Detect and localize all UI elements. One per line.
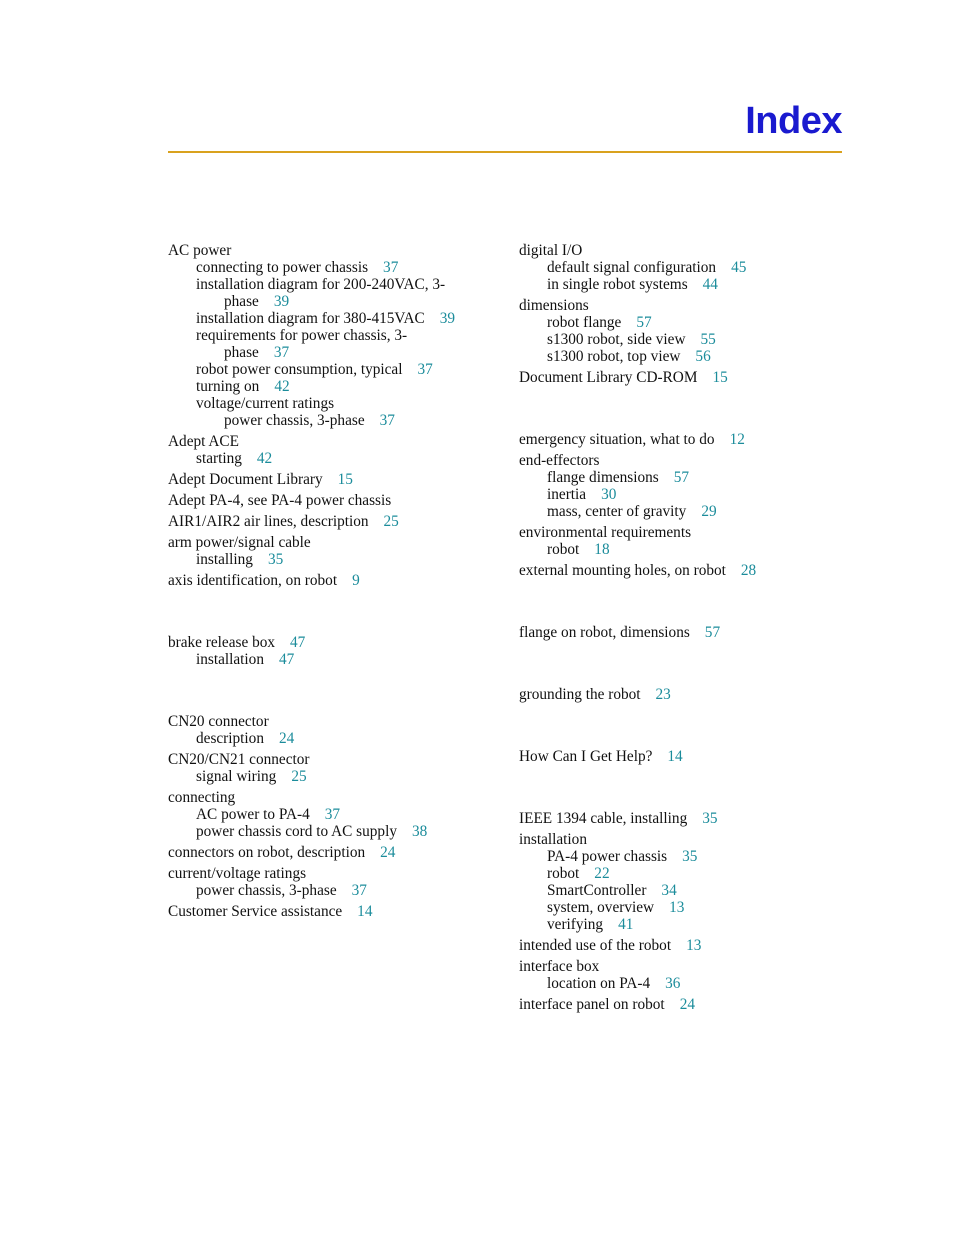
index-term: SmartController	[547, 882, 647, 899]
page-link[interactable]: 14	[667, 748, 683, 765]
page-link[interactable]: 35	[267, 551, 284, 568]
index-entry	[519, 431, 819, 448]
index-term: location on PA-4	[547, 975, 651, 992]
page-link[interactable]: 15	[712, 369, 728, 386]
index-subentry	[519, 331, 819, 348]
page-link[interactable]: 24	[679, 996, 695, 1013]
index-term: turning on	[196, 378, 260, 395]
index-subentry	[519, 975, 819, 992]
index-term: installation diagram for 200-240VAC, 3-	[196, 276, 446, 293]
index-term: interface box	[519, 958, 600, 975]
index-term: IEEE 1394 cable, installing	[519, 810, 688, 827]
index-term: Adept Document Library	[168, 471, 323, 488]
index-letter-group	[168, 713, 498, 920]
page-link[interactable]: 18	[594, 541, 610, 558]
index-term: connecting	[168, 789, 236, 806]
index-subentry	[168, 259, 498, 276]
index-entry	[168, 534, 498, 551]
index-term: end-effectors	[519, 452, 600, 469]
index-term: external mounting holes, on robot	[519, 562, 726, 579]
page-link[interactable]: 24	[380, 844, 396, 861]
page-link[interactable]: 35	[682, 848, 698, 865]
page-link[interactable]: 37	[383, 259, 399, 276]
index-letter-group	[519, 242, 819, 386]
index-term: environmental requirements	[519, 524, 692, 541]
index-letter-group	[519, 686, 819, 703]
index-term: axis identification, on robot	[168, 572, 338, 589]
page-link[interactable]: 39	[439, 310, 456, 327]
index-entry	[168, 789, 498, 806]
index-subentry	[168, 395, 498, 412]
index-entry	[519, 937, 819, 954]
index-term: voltage/current ratings	[196, 395, 335, 412]
index-column-right	[519, 242, 819, 1013]
letter-group-gap	[519, 703, 819, 748]
index-term: installation	[519, 831, 587, 848]
index-term: Adept PA-4, see PA-4 power chassis	[168, 492, 392, 509]
index-subentry	[168, 378, 498, 395]
index-term: robot	[547, 865, 580, 882]
page-link[interactable]: 25	[383, 513, 399, 530]
index-term: connectors on robot, description	[168, 844, 366, 861]
page-link[interactable]: 30	[601, 486, 617, 503]
page-link[interactable]: 37	[379, 412, 395, 429]
index-term: AC power to PA-4	[196, 806, 310, 823]
index-entry	[519, 242, 819, 259]
index-term: installation	[196, 651, 264, 668]
index-subentry	[519, 848, 819, 865]
page-link[interactable]: 42	[256, 450, 273, 467]
index-subentry	[168, 361, 498, 378]
index-term: s1300 robot, side view	[547, 331, 686, 348]
index-term: inertia	[547, 486, 587, 503]
index-entry	[168, 471, 498, 488]
index-subentry	[519, 899, 819, 916]
index-term: description	[196, 730, 264, 747]
index-term: How Can I Get Help?	[519, 748, 653, 765]
index-term: robot flange	[547, 314, 622, 331]
index-term: dimensions	[519, 297, 589, 314]
index-entry	[168, 713, 498, 730]
index-entry	[168, 572, 498, 589]
page-link[interactable]: 41	[618, 916, 634, 933]
index-entry	[519, 624, 819, 641]
index-subentry	[519, 865, 819, 882]
index-term: robot	[547, 541, 580, 558]
index-subentry	[519, 541, 819, 558]
index-entry	[519, 686, 819, 703]
index-subentry	[168, 651, 498, 668]
index-term: flange on robot, dimensions	[519, 624, 690, 641]
index-term: current/voltage ratings	[168, 865, 307, 882]
page-link[interactable]: 13	[669, 899, 685, 916]
page-link[interactable]: 37	[351, 882, 367, 899]
index-subentry	[519, 882, 819, 899]
index-subentry	[168, 768, 498, 785]
index-term: flange dimensions	[547, 469, 659, 486]
page-link[interactable]: 25	[291, 768, 307, 785]
index-subentry	[168, 806, 498, 823]
page-link[interactable]: 35	[702, 810, 718, 827]
index-subentry	[168, 310, 498, 327]
page-link[interactable]: 38	[411, 823, 428, 840]
index-subentry	[168, 327, 498, 344]
index-term: phase	[224, 293, 259, 310]
index-subentry	[168, 344, 498, 361]
index-subentry	[519, 469, 819, 486]
index-entry	[168, 492, 498, 509]
page-link[interactable]: 39	[273, 293, 290, 310]
index-entry	[519, 562, 819, 579]
index-subentry	[168, 293, 498, 310]
index-term: PA-4 power chassis	[547, 848, 668, 865]
index-term: brake release box	[168, 634, 276, 651]
index-subentry	[519, 259, 819, 276]
page-link[interactable]: 57	[704, 624, 721, 641]
index-entry	[168, 242, 498, 259]
index-term: requirements for power chassis, 3-	[196, 327, 408, 344]
letter-group-gap	[519, 641, 819, 686]
index-term: Customer Service assistance	[168, 903, 343, 920]
page-title: Index	[745, 100, 842, 142]
index-term: connecting to power chassis	[196, 259, 369, 276]
index-subentry	[168, 882, 498, 899]
index-term: digital I/O	[519, 242, 583, 259]
index-term: AIR1/AIR2 air lines, description	[168, 513, 369, 530]
index-entry	[519, 958, 819, 975]
page-link[interactable]: 12	[729, 431, 745, 448]
letter-group-gap	[168, 668, 498, 713]
page-link[interactable]: 14	[357, 903, 373, 920]
index-term: system, overview	[547, 899, 655, 916]
index-term: AC power	[168, 242, 232, 259]
index-subentry	[168, 276, 498, 293]
index-letter-group	[168, 242, 498, 589]
index-term: interface panel on robot	[519, 996, 665, 1013]
index-term: CN20/CN21 connector	[168, 751, 310, 768]
page-link[interactable]: 13	[686, 937, 702, 954]
index-term: robot power consumption, typical	[196, 361, 403, 378]
page-link[interactable]: 24	[278, 730, 295, 747]
index-subentry	[168, 730, 498, 747]
index-term: power chassis, 3-phase	[224, 412, 365, 429]
index-subentry	[168, 823, 498, 840]
index-subentry	[519, 314, 819, 331]
index-term: phase	[224, 344, 259, 361]
page-link[interactable]: 9	[352, 572, 360, 589]
index-subentry	[519, 276, 819, 293]
index-entry	[168, 433, 498, 450]
page-link[interactable]: 36	[665, 975, 681, 992]
index-subentry	[519, 503, 819, 520]
letter-group-gap	[168, 589, 498, 634]
letter-group-gap	[519, 579, 819, 624]
page-link[interactable]: 42	[274, 378, 290, 395]
page-link[interactable]: 47	[278, 651, 295, 668]
index-entry	[168, 865, 498, 882]
letter-group-gap	[519, 765, 819, 810]
page-link[interactable]: 44	[702, 276, 718, 293]
index-subentry	[519, 486, 819, 503]
page-link[interactable]: 37	[273, 344, 290, 361]
index-term: installation diagram for 380-415VAC	[196, 310, 425, 327]
index-term: grounding the robot	[519, 686, 641, 703]
index-letter-group	[519, 810, 819, 1013]
index-subentry	[168, 450, 498, 467]
index-entry	[519, 748, 819, 765]
index-subentry	[168, 412, 498, 429]
index-entry	[168, 844, 498, 861]
page-link[interactable]: 45	[731, 259, 747, 276]
page-link[interactable]: 34	[661, 882, 677, 899]
index-letter-group	[519, 624, 819, 641]
letter-group-gap	[519, 386, 819, 431]
page-link[interactable]: 23	[655, 686, 671, 703]
index-term: s1300 robot, top view	[547, 348, 681, 365]
index-entry	[168, 751, 498, 768]
page-link[interactable]: 55	[700, 331, 716, 348]
page-link[interactable]: 28	[740, 562, 757, 579]
page-link[interactable]: 57	[673, 469, 690, 486]
index-subentry	[519, 348, 819, 365]
index-entry	[519, 452, 819, 469]
page-link[interactable]: 57	[636, 314, 652, 331]
index-term: Adept ACE	[168, 433, 239, 450]
index-term: power chassis, 3-phase	[196, 882, 337, 899]
index-term: installing	[196, 551, 253, 568]
index-letter-group	[168, 634, 498, 668]
page-link[interactable]: 37	[417, 361, 433, 378]
index-term: emergency situation, what to do	[519, 431, 715, 448]
index-subentry	[519, 916, 819, 933]
index-term: mass, center of gravity	[547, 503, 687, 520]
page-link[interactable]: 47	[290, 634, 306, 651]
index-entry	[168, 903, 498, 920]
index-term: arm power/signal cable	[168, 534, 311, 551]
index-term: Document Library CD-ROM	[519, 369, 698, 386]
index-column-left	[168, 242, 498, 920]
index-term: intended use of the robot	[519, 937, 672, 954]
index-entry	[519, 810, 819, 827]
index-term: default signal configuration	[547, 259, 717, 276]
page-link[interactable]: 56	[695, 348, 711, 365]
index-entry	[519, 297, 819, 314]
index-entry	[168, 513, 498, 530]
page-link[interactable]: 22	[594, 865, 610, 882]
index-entry	[519, 831, 819, 848]
index-entry	[168, 634, 498, 651]
index-term: power chassis cord to AC supply	[196, 823, 397, 840]
index-letter-group	[519, 748, 819, 765]
title-rule	[168, 151, 842, 153]
index-term: signal wiring	[196, 768, 277, 785]
index-entry	[519, 996, 819, 1013]
index-subentry	[168, 551, 498, 568]
index-term: verifying	[547, 916, 604, 933]
index-term: CN20 connector	[168, 713, 269, 730]
index-entry	[519, 369, 819, 386]
index-entry	[519, 524, 819, 541]
index-letter-group	[519, 431, 819, 579]
index-term: starting	[196, 450, 242, 467]
page-link[interactable]: 29	[701, 503, 717, 520]
index-term: in single robot systems	[547, 276, 688, 293]
page-link[interactable]: 37	[324, 806, 341, 823]
page-link[interactable]: 15	[337, 471, 353, 488]
